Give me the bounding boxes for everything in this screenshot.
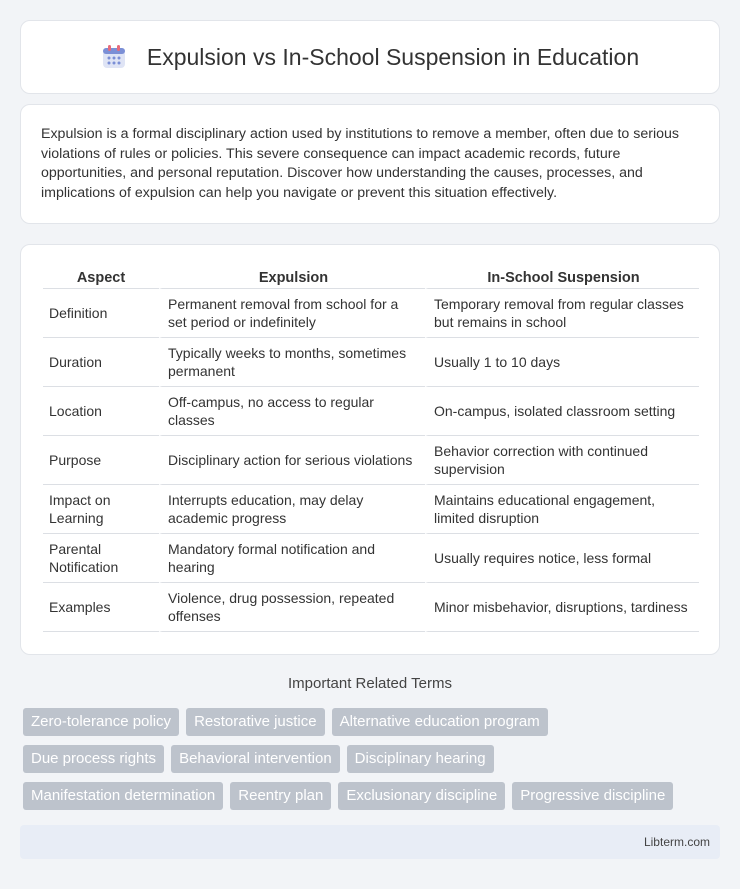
related-term-tag[interactable]: Restorative justice [186,708,325,736]
row-aspect: Duration [43,338,159,387]
row-suspension: Usually requires notice, less formal [425,534,699,583]
comparison-table-card [20,244,720,655]
header-expulsion: Expulsion [159,263,425,289]
related-terms-title: Important Related Terms [288,675,452,692]
row-suspension: Behavior correction with continued supervision [425,436,699,485]
related-terms [23,708,723,819]
row-suspension: Usually 1 to 10 days [425,338,699,387]
header-aspect: Aspect [43,263,159,289]
table-row [43,387,699,436]
row-expulsion: Disciplinary action for serious violations [159,436,425,485]
calendar-icon [101,44,127,70]
row-suspension: Temporary removal from regular classes but remains in school [425,289,699,338]
table-row [43,485,699,534]
row-suspension: Maintains educational engagement, limited disruption [425,485,699,534]
intro-card [20,104,720,224]
row-aspect: Parental Notification [43,534,159,583]
related-term-tag[interactable]: Alternative education program [332,708,548,736]
row-aspect: Purpose [43,436,159,485]
related-terms-row [23,782,723,810]
row-expulsion: Typically weeks to months, sometimes permanent [159,338,425,387]
page-title: Expulsion vs In-School Suspension in Education [146,43,640,70]
row-aspect: Examples [43,583,159,632]
row-suspension: On-campus, isolated classroom setting [425,387,699,436]
header-card [20,20,720,94]
table-header-row [43,263,699,289]
table-row [43,289,699,338]
related-term-tag[interactable]: Progressive discipline [512,782,673,810]
related-terms-row [23,708,723,736]
row-suspension: Minor misbehavior, disruptions, tardiness [425,583,699,632]
table-row [43,436,699,485]
row-expulsion: Permanent removal from school for a set period or indefinitely [159,289,425,338]
row-aspect: Definition [43,289,159,338]
row-aspect: Location [43,387,159,436]
row-expulsion: Violence, drug possession, repeated offenses [159,583,425,632]
related-term-tag[interactable]: Behavioral intervention [171,745,340,773]
row-expulsion: Interrupts education, may delay academic progress [159,485,425,534]
related-term-tag[interactable]: Disciplinary hearing [347,745,494,773]
footer-site-link[interactable]: Libterm.com [643,835,710,849]
table-row [43,338,699,387]
related-term-tag[interactable]: Reentry plan [230,782,331,810]
header-in-school-suspension: In-School Suspension [425,263,699,289]
footer [20,825,720,859]
related-terms-row [23,745,723,773]
related-term-tag[interactable]: Manifestation determination [23,782,223,810]
table-row [43,534,699,583]
related-term-tag[interactable]: Exclusionary discipline [338,782,505,810]
row-expulsion: Mandatory formal notification and hearing [159,534,425,583]
intro-text: Expulsion is a formal disciplinary action used by institutions to remove a member, often due to serious violations of rules or policies. This severe consequence can impact academic records, future opportunities, and personal reputation. Discover how understanding the causes, processes, and implications of expulsion can help you navigate or prevent this situation effectively. [41,126,679,201]
related-term-tag[interactable]: Due process rights [23,745,164,773]
comparison-table [43,263,699,632]
related-term-tag[interactable]: Zero-tolerance policy [23,708,179,736]
row-expulsion: Off-campus, no access to regular classes [159,387,425,436]
table-row [43,583,699,632]
row-aspect: Impact on Learning [43,485,159,534]
